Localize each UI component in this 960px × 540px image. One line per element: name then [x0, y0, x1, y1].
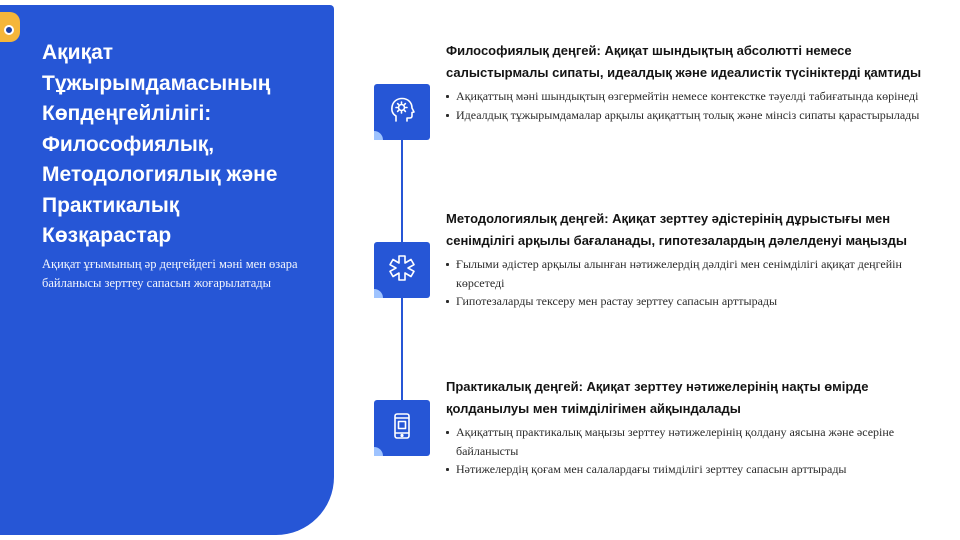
icon-corner-accent [374, 447, 383, 456]
list-item: Ғылыми әдістер арқылы алынған нәтижелердің дәлдігі мен сенімділігі ақиқат деңгейін көрсетеді [446, 255, 926, 292]
section-heading: Философиялық деңгей: Ақиқат шындықтың абсолютті немесе салыстырмалы сипаты, идеалдық және идеалистік түсініктерді қамтиды [446, 43, 922, 80]
philosophy-icon-box [374, 84, 430, 140]
page-subtitle: Ақиқат ұғымының әр деңгейдегі мәні мен өзара байланысы зерттеу сапасын жоғарылатады [42, 257, 298, 290]
practical-icon-box [374, 400, 430, 456]
icon-corner-accent [374, 289, 383, 298]
bullet-dot [446, 95, 449, 98]
bullet-dot [446, 431, 449, 434]
icon-corner-accent [374, 131, 383, 140]
bullet-dot [446, 114, 449, 117]
bullet-list [446, 423, 926, 479]
section-heading: Методологиялық деңгей: Ақиқат зерттеу әдістерінің дұрыстығы мен сенімділігі арқылы бағаланады, гипотезалардың дәлелденуі маңызды [446, 211, 907, 248]
bullet-dot [446, 468, 449, 471]
head-brain-icon [387, 95, 417, 130]
decorative-dot [4, 25, 14, 35]
medical-asterisk-icon [387, 253, 417, 288]
section-practical [446, 376, 926, 479]
list-item: Идеалдық тұжырымдамалар арқылы ақиқаттың толық және мінсіз сипаты қарастырылады [446, 106, 926, 125]
bullet-dot [446, 300, 449, 303]
mobile-device-icon [387, 411, 417, 446]
list-item: Ақиқаттың практикалық маңызы зерттеу нәтижелерінің қолдану аясына және әсеріне байланысты [446, 423, 926, 460]
section-heading: Практикалық деңгей: Ақиқат зерттеу нәтижелерінің нақты өмірде қолданылуы мен тиімділігімен айқындалады [446, 379, 869, 416]
list-item: Нәтижелердің қоғам мен салалардағы тиімділігі зерттеу сапасын арттырады [446, 460, 926, 479]
list-item: Гипотезаларды тексеру мен растау зерттеу сапасын арттырады [446, 292, 926, 311]
methodology-icon-box [374, 242, 430, 298]
bullet-list [446, 87, 926, 124]
list-item: Ақиқаттың мәні шындықтың өзгермейтін немесе контекстке тәуелді табиғатында көрінеді [446, 87, 926, 106]
section-philosophical [446, 40, 926, 124]
bullet-dot [446, 263, 449, 266]
page-title: Ақиқат Тұжырымдамасының Көпдеңгейлілігі: Философиялық, Методологиялық және Практикалық Көзқарастар [42, 41, 278, 247]
section-methodological [446, 208, 926, 311]
bullet-list [446, 255, 926, 311]
